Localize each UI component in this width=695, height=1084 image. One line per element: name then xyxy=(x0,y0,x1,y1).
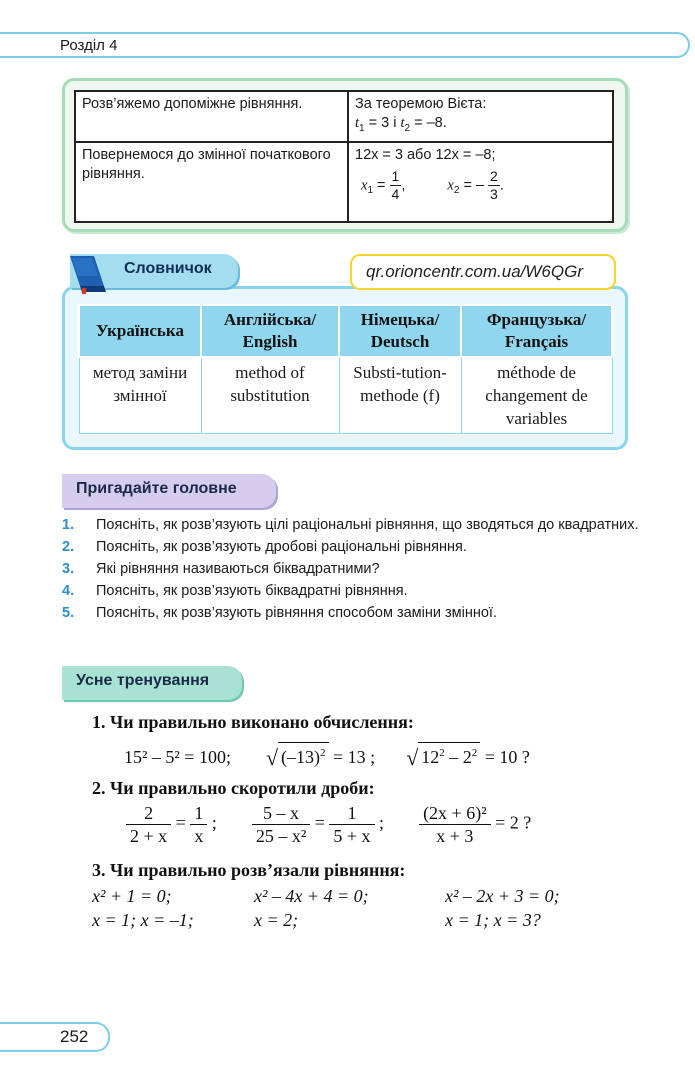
fraction-numerator: 1 xyxy=(391,167,400,184)
expression-result: = 2 ? xyxy=(495,812,532,833)
expression-result: = 13 ; xyxy=(333,747,376,767)
item-number: 2. xyxy=(62,539,75,555)
list-item xyxy=(62,516,642,535)
item-text: Які рівняння називаються біквадратними? xyxy=(96,561,380,577)
question-1: 1. Чи правильно виконано обчислення: xyxy=(92,712,414,732)
sqrt-icon: √ xyxy=(265,745,279,770)
section-title: Розділ 4 xyxy=(60,37,118,54)
radicand-base: (–13) xyxy=(281,747,321,767)
answer-2: x = 2; xyxy=(254,910,299,930)
recall-list xyxy=(62,516,642,626)
exponent: 2 xyxy=(439,747,445,759)
fraction-numerator: 5 – x xyxy=(252,802,310,825)
radicand-base: 12 xyxy=(421,747,440,767)
substitution-line: 12x = 3 або 12x = –8; xyxy=(355,146,496,163)
radicand-base: – 2 xyxy=(449,747,472,767)
separator: ; xyxy=(379,812,385,833)
item-text: Поясніть, як розв’язують дробові раціональні рівняння. xyxy=(96,539,467,555)
list-item xyxy=(62,560,642,579)
question-2-fractions: $\frac{2}{2 + x}$ = $\frac{1}{x}$ ; $\frac{5 - x}{\text{25 – x²}}$ = $\frac{1}{5 + x}$ ; $\frac{\text{(2x + 6)²}}{x + 3}$ = 2 ? xyxy=(126,802,531,847)
answer-3: x = 1; x = 3? xyxy=(445,910,541,930)
answer-1: x = 1; x = –1; xyxy=(92,910,194,930)
recall-heading: Пригадайте головне xyxy=(62,474,276,508)
t2-eq: = –8. xyxy=(414,115,447,131)
fraction-numerator: 2 xyxy=(490,167,498,184)
fraction-numerator: 1 xyxy=(190,802,207,825)
separator: ; xyxy=(211,812,217,833)
column-header: Англійська/ English xyxy=(201,305,339,357)
table-cell: method of substitution xyxy=(201,357,339,434)
t1-eq: = 3 і xyxy=(368,115,397,131)
t2-var: t xyxy=(400,115,405,131)
item-text: Поясніть, як розв’язують рівняння способом заміни змінної. xyxy=(96,605,497,621)
qr-link[interactable]: qr.orioncentr.com.ua/W6QGr xyxy=(350,254,616,290)
item-number: 1. xyxy=(62,517,75,533)
list-item xyxy=(62,604,642,623)
fraction xyxy=(190,802,207,847)
footer-band xyxy=(0,1022,110,1052)
sqrt-icon: √ xyxy=(406,745,419,770)
table-cell: méthode de changement de variables xyxy=(461,357,612,434)
table-row xyxy=(75,91,613,142)
fraction-denominator: 4 xyxy=(391,185,400,202)
vieta-roots xyxy=(355,114,606,138)
page-number: 252 xyxy=(60,1027,89,1046)
solution-table xyxy=(74,90,614,223)
fraction-numerator: 1 xyxy=(329,802,374,825)
radicand xyxy=(418,742,480,767)
table-header-row xyxy=(79,305,612,357)
column-header: Українська xyxy=(79,305,201,357)
t2-sub: 2 xyxy=(404,122,411,134)
fraction-denominator: 25 – x² xyxy=(255,826,307,846)
list-item xyxy=(62,538,642,557)
column-header: Німецька/ Deutsch xyxy=(339,305,461,357)
item-text: Поясніть, як розв’язують цілі раціональні рівняння, що зводяться до квадратних. xyxy=(96,517,639,533)
table-row xyxy=(75,142,613,222)
question-1-expressions xyxy=(124,742,530,771)
table-cell: Substi-tution-methode (f) xyxy=(339,357,461,434)
fraction-numerator: 2 xyxy=(126,802,171,825)
oral-training-heading: Усне тренування xyxy=(62,666,242,700)
expression: 15² – 5² = 100; xyxy=(124,747,231,767)
fraction xyxy=(419,802,491,847)
item-text: Поясніть, як розв’язують біквадратні рівняння. xyxy=(96,583,408,599)
dictionary-title: Словничок xyxy=(124,260,212,277)
solution-result-cell xyxy=(348,91,613,142)
fraction-numerator: (2x + 6)² xyxy=(419,802,491,825)
question-3: 3. Чи правильно розв’язали рівняння: xyxy=(92,860,406,880)
table-row xyxy=(79,357,612,434)
equation-3: x² – 2x + 3 = 0; xyxy=(445,886,560,906)
t1-var: t xyxy=(355,115,360,131)
exponent: 2 xyxy=(320,747,326,759)
solution-step-cell: Повернемося до змінної початкового рівняння. xyxy=(75,142,348,222)
x2-sub: 2 xyxy=(453,185,460,197)
item-number: 4. xyxy=(62,583,75,599)
list-item xyxy=(62,582,642,601)
x2-eq: = – xyxy=(463,177,485,194)
dictionary-table xyxy=(78,304,613,434)
exponent: 2 xyxy=(471,747,478,759)
fraction xyxy=(126,802,171,847)
fraction-denominator: x xyxy=(194,826,204,846)
equation-2: x² – 4x + 4 = 0; xyxy=(254,886,369,906)
t1-sub: 1 xyxy=(359,122,365,134)
x1-tail: , xyxy=(401,177,406,194)
question-2: 2. Чи правильно скоротили дроби: xyxy=(92,778,375,798)
item-number: 5. xyxy=(62,605,75,621)
solution-result-cell xyxy=(348,142,613,222)
fraction xyxy=(252,802,310,847)
column-header: Французька/ Français xyxy=(461,305,612,357)
fraction-denominator: 3 xyxy=(490,185,498,202)
x1-sub: 1 xyxy=(367,185,373,197)
x2-tail: . xyxy=(499,177,504,194)
solution-step-cell: Розв’яжемо допоміжне рівняння. xyxy=(75,91,348,142)
x2-fraction xyxy=(488,168,500,203)
table-cell: метод заміни змінної xyxy=(79,357,201,434)
x2-var: x xyxy=(447,177,454,194)
equation-1: x² + 1 = 0; xyxy=(92,886,172,906)
x1-fraction xyxy=(390,168,402,203)
vieta-line: За теоремою Вієта: xyxy=(355,96,487,112)
fraction-denominator: 2 + x xyxy=(130,826,168,846)
fraction-denominator: 5 + x xyxy=(333,826,371,846)
item-number: 3. xyxy=(62,561,75,577)
final-roots xyxy=(355,168,606,203)
expression-result: = 10 ? xyxy=(484,747,530,767)
fraction xyxy=(329,802,374,847)
radicand xyxy=(278,742,329,767)
x1-var: x xyxy=(361,177,368,194)
book-icon xyxy=(68,252,108,296)
fraction-denominator: x + 3 xyxy=(436,826,474,846)
x1-eq: = xyxy=(377,177,386,194)
